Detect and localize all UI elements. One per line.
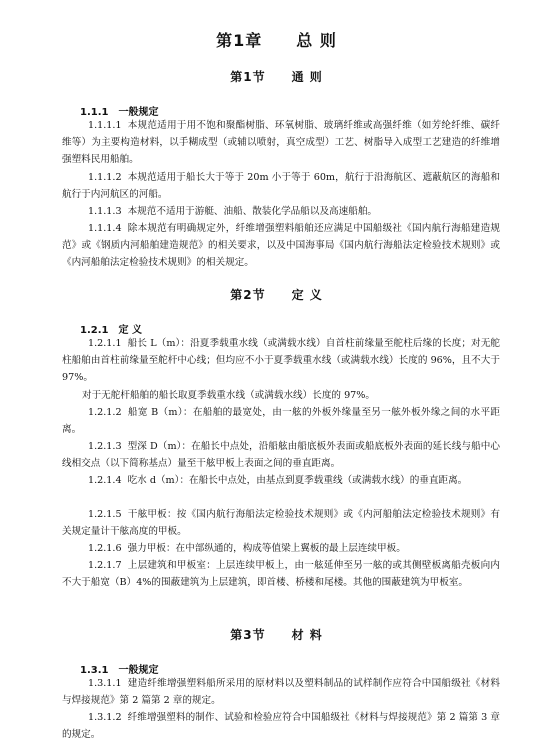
clause-number: 1.2.1.7 [88, 560, 122, 571]
clause-text: 本规范不适用于游艇、油船、散装化学品船以及高速船舶。 [127, 206, 378, 217]
clause-paragraph [62, 557, 500, 591]
clause-number: 1.2.1.5 [88, 509, 122, 520]
clause-text: 上层建筑和甲板室：上层连续甲板上，由一舷延伸至另一舷的或其侧壁板离船壳板向内不大于船宽（B）4%的围蔽建筑为上层建筑，即首楼、桥楼和尾楼。其他的围蔽建筑为甲板室。 [62, 560, 500, 589]
section-title: 第3节 材 料 [230, 628, 323, 642]
chapter-title: 第1章 总 则 [216, 31, 337, 50]
clause-paragraph [62, 387, 500, 404]
clause-paragraph [62, 220, 500, 272]
clause-number: 1.2.1.2 [88, 407, 122, 418]
clause-number: 1.1.1.4 [88, 223, 122, 234]
clause-paragraph [62, 404, 500, 438]
clause-paragraph [62, 506, 500, 540]
clause-text: 建造纤维增强塑料船所采用的原材料以及塑料制品的试样制作应符合中国船级社《材料与焊接规范》第 2 篇第 2 章的规定。 [62, 678, 500, 707]
clause-paragraph [62, 169, 500, 203]
clause-paragraph [62, 709, 500, 743]
clause-text: 干舷甲板：按《国内航行海船法定检验技术规则》或《内河船舶法定检验技术规则》有关规定量计干舷高度的甲板。 [62, 509, 500, 538]
clause-number: 1.1.1.2 [88, 172, 122, 183]
clause-paragraph [62, 540, 500, 557]
clause-text: 强力甲板：在中部纵通的，构成等值梁上翼板的最上层连续甲板。 [127, 543, 406, 554]
clause-text: 船长 L（m）：沿夏季载重水线（或满载水线）自首柱前缘量至舵柱后缘的长度；对无舵柱船舶由首柱前缘量至舵杆中心线；但均应不小于夏季载重水线（或满载水线）长度的 96%，且不大于 97%。 [62, 338, 500, 384]
clause-number: 1.3.1.1 [88, 678, 122, 689]
section-title: 第1节 通 则 [230, 70, 323, 84]
section-title: 第2节 定 义 [230, 288, 323, 302]
subsection-heading: 1.3.1 一般规定 [80, 665, 159, 676]
clause-text: 对于无舵杆船舶的船长取夏季载重水线（或满载水线）长度的 97%。 [82, 390, 375, 401]
subsection-heading: 1.2.1 定 义 [80, 325, 142, 336]
clause-text: 除本规范有明确规定外，纤维增强塑料船舶还应满足中国船级社《国内航行海船建造规范》或《钢质内河船舶建造规范》的相关要求，以及中国海事局《国内航行海船法定检验技术规则》或《内河船舶法定检验技术规则》的相关规定。 [62, 223, 500, 269]
clause-number: 1.2.1.6 [88, 543, 122, 554]
subsection-heading: 1.1.1 一般规定 [80, 107, 159, 118]
clause-number: 1.1.1.3 [88, 206, 122, 217]
clause-text: 本规范适用于船长大于等于 20m 小于等于 60m，航行于沿海航区、遮蔽航区的海船和航行于内河航区的河船。 [62, 172, 500, 201]
clause-text: 吃水 d（m）：在船长中点处，由基点到夏季载重线（或满载水线）的垂直距离。 [127, 475, 468, 486]
clause-paragraph [62, 203, 500, 220]
clause-paragraph [62, 675, 500, 709]
clause-number: 1.2.1.4 [88, 475, 122, 486]
clause-number: 1.2.1.1 [88, 338, 122, 349]
clause-text: 本规范适用于用不饱和聚酯树脂、环氧树脂、玻璃纤维或高强纤维（如芳纶纤维、碳纤维等）为主要构造材料，以手糊成型（或辅以喷射，真空成型）工艺、树脂导入成型工艺建造的纤维增强塑料民用船舶。 [62, 120, 500, 166]
clause-number: 1.2.1.3 [88, 441, 122, 452]
clause-number: 1.3.1.2 [88, 712, 122, 723]
clause-paragraph [62, 117, 500, 169]
clause-paragraph [62, 438, 500, 472]
clause-number: 1.1.1.1 [88, 120, 122, 131]
clause-text: 纤维增强塑料的制作、试验和检验应符合中国船级社《材料与焊接规范》第 2 篇第 3 章的规定。 [62, 712, 500, 741]
clause-text: 型深 D（m）：在船长中点处，沿船舷由船底板外表面或船底板外表面的延长线与船中心线相交点（以下简称基点）量至干舷甲板上表面之间的垂直距离。 [62, 441, 500, 470]
clause-text: 船宽 B（m）：在船舶的最宽处，由一舷的外板外缘量至另一舷外板外缘之间的水平距离。 [62, 407, 500, 436]
clause-paragraph [62, 472, 500, 489]
clause-paragraph [62, 335, 500, 387]
